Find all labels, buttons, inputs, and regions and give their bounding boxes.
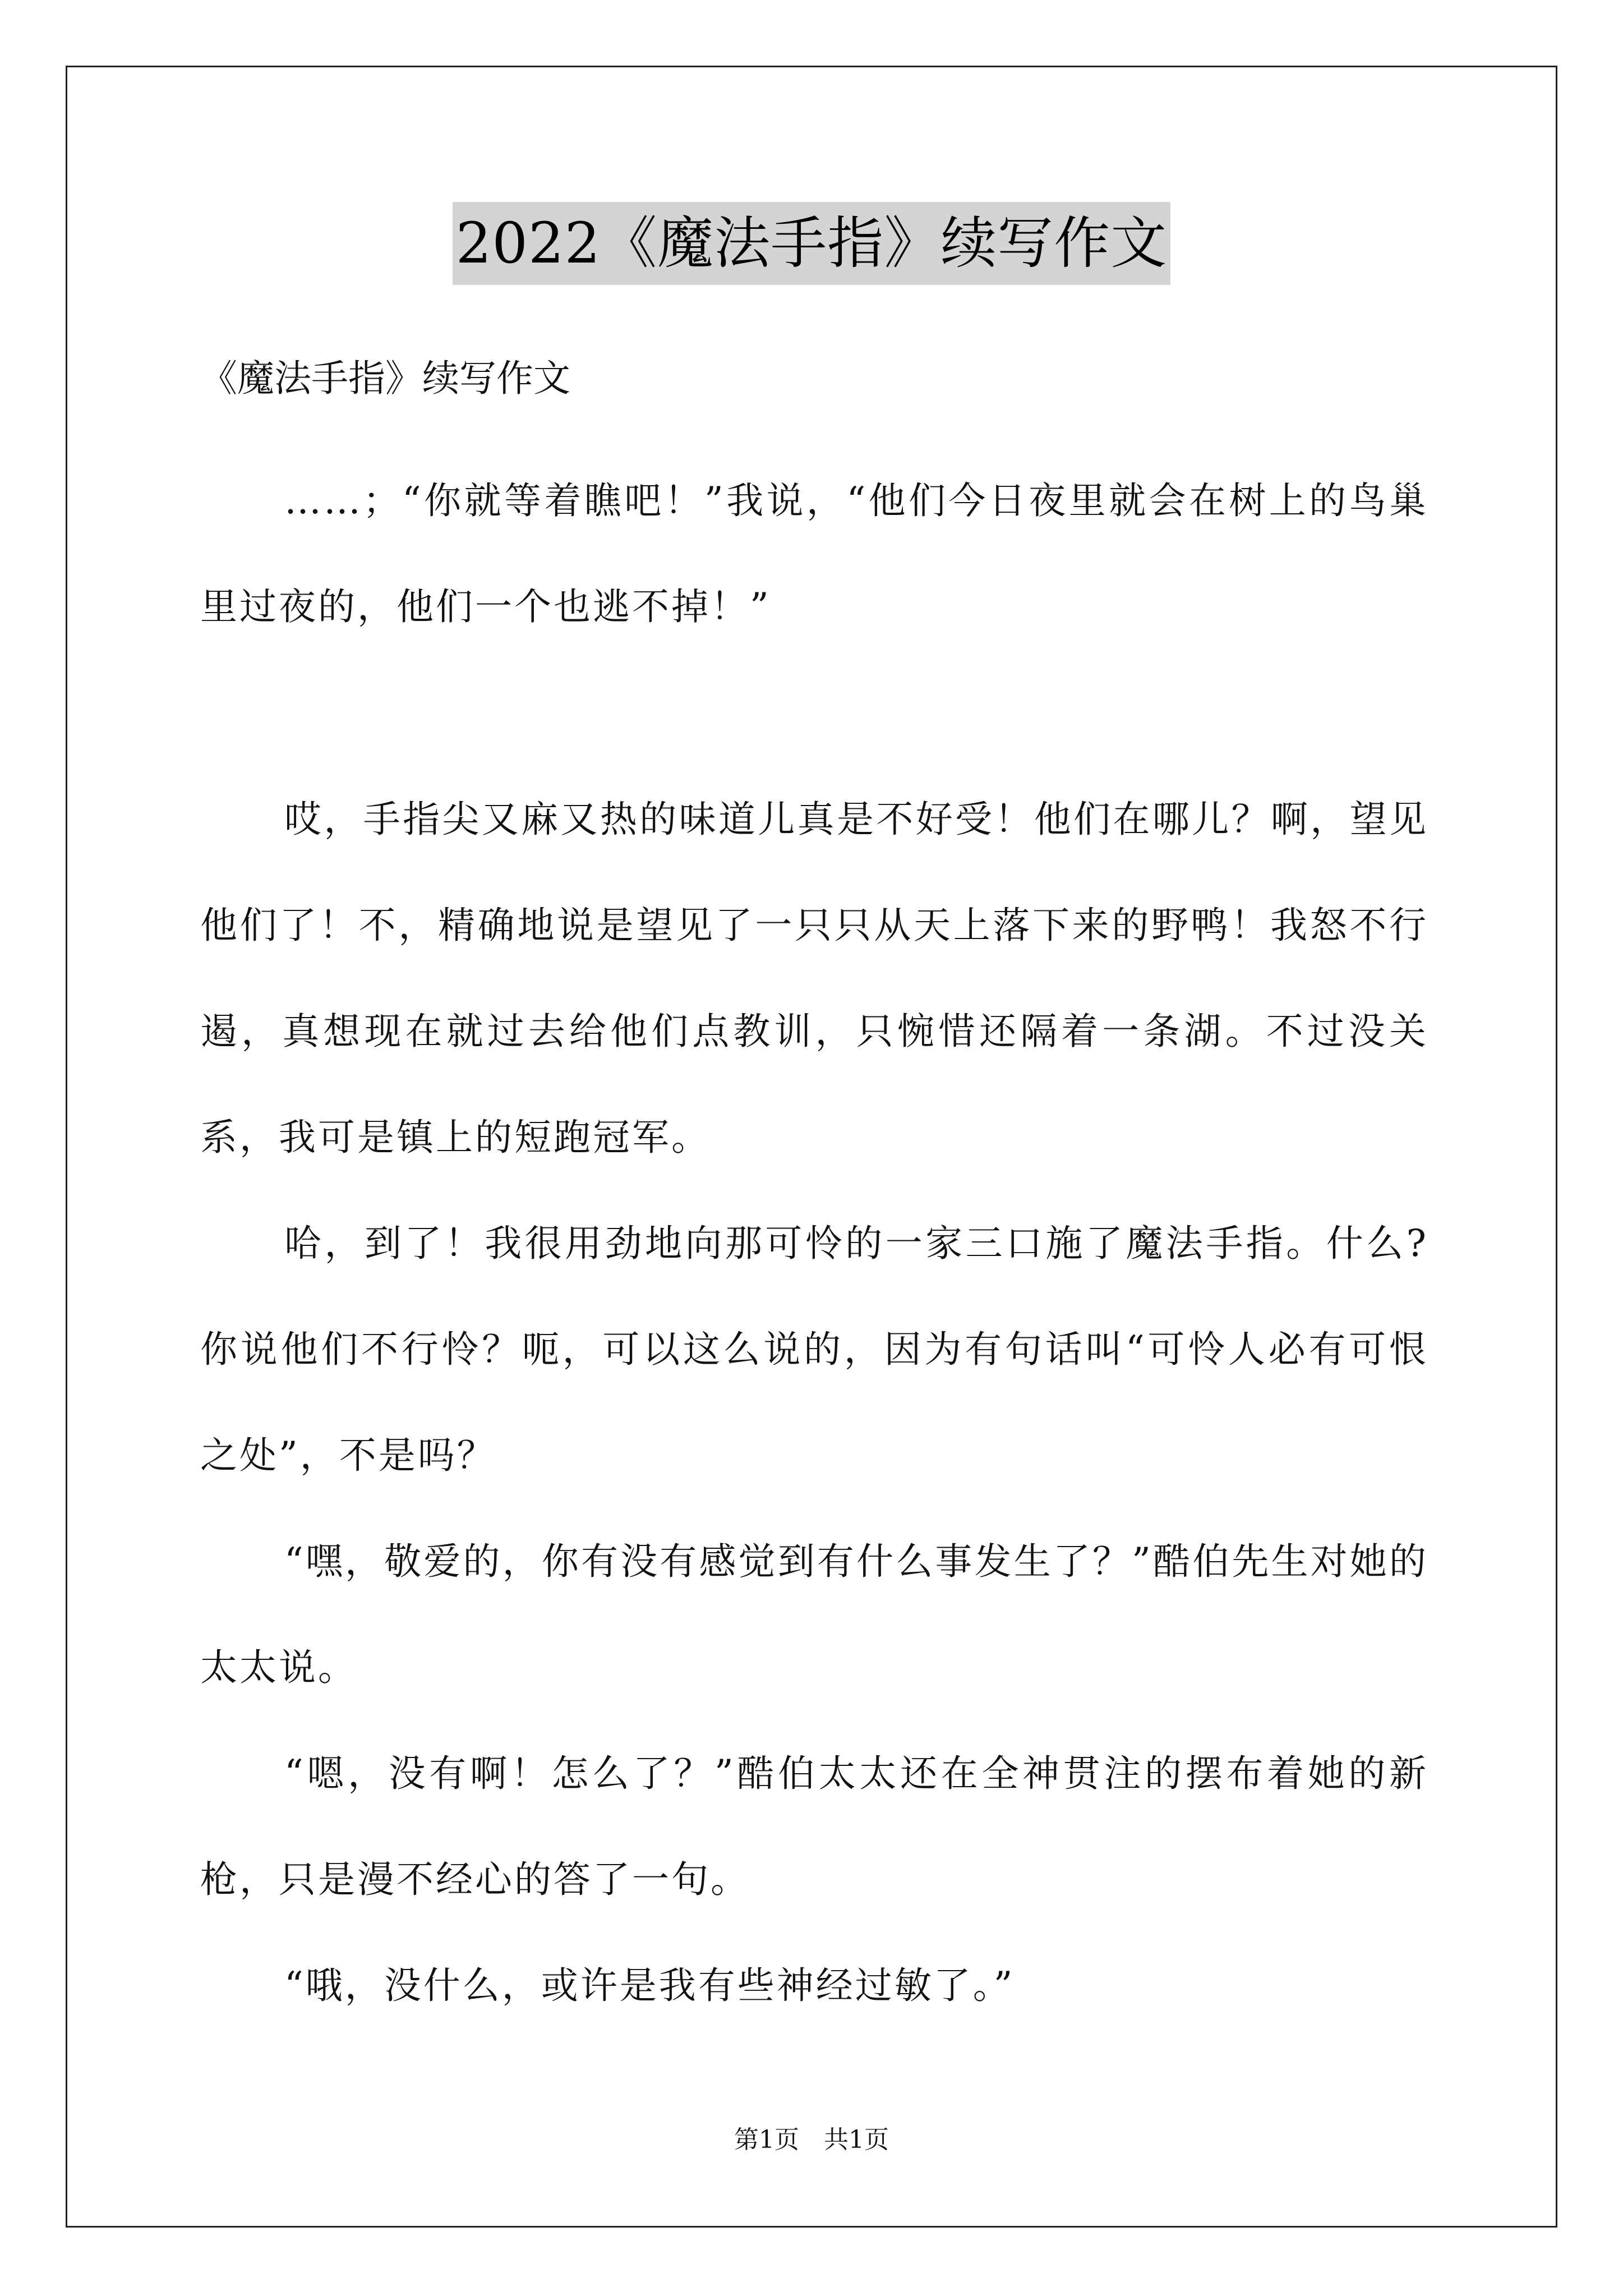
paragraph-2: 哎，手指尖又麻又热的味道儿真是不好受！他们在哪儿？啊，望见他们了！不，精确地说是望见了一只只从天上落下来的野鸭！我怒不行遏，真想现在就过去给他们点教训，只惋惜还隔着一条湖。不过没关系，我可是镇上的短跑冠军。 <box>200 798 1428 1159</box>
document-subtitle: 《魔法手指》续写作文 <box>200 357 570 400</box>
page-number-current: 第1页 <box>734 2125 799 2154</box>
paragraph-1: ……；“你就等着瞧吧！”我说，“他们今日夜里就会在树上的鸟巢里过夜的，他们一个也逃不掉！” <box>200 479 1428 628</box>
paragraph-5: “嗯，没有啊！怎么了？”酷伯太太还在全神贯注的摆布着她的新枪，只是漫不经心的答了一句。 <box>200 1752 1428 1901</box>
paragraph-3: 哈，到了！我很用劲地向那可怜的一家三口施了魔法手指。什么?你说他们不行怜？呃，可以这么说的，因为有句话叫“可怜人必有可恨之处”，不是吗？ <box>200 1222 1428 1477</box>
document-title: 2022《魔法手指》续写作文 <box>453 202 1171 285</box>
page-number-total: 共1页 <box>824 2125 889 2154</box>
title-container <box>0 202 1623 285</box>
page-footer <box>0 2123 1623 2157</box>
document-body <box>200 342 1428 2039</box>
paragraph-6: “哦，没什么，或许是我有些神经过敏了。” <box>284 1964 1015 2007</box>
paragraph-4: “嘿，敬爱的，你有没有感觉到有什么事发生了？”酷伯先生对她的太太说。 <box>200 1540 1428 1689</box>
